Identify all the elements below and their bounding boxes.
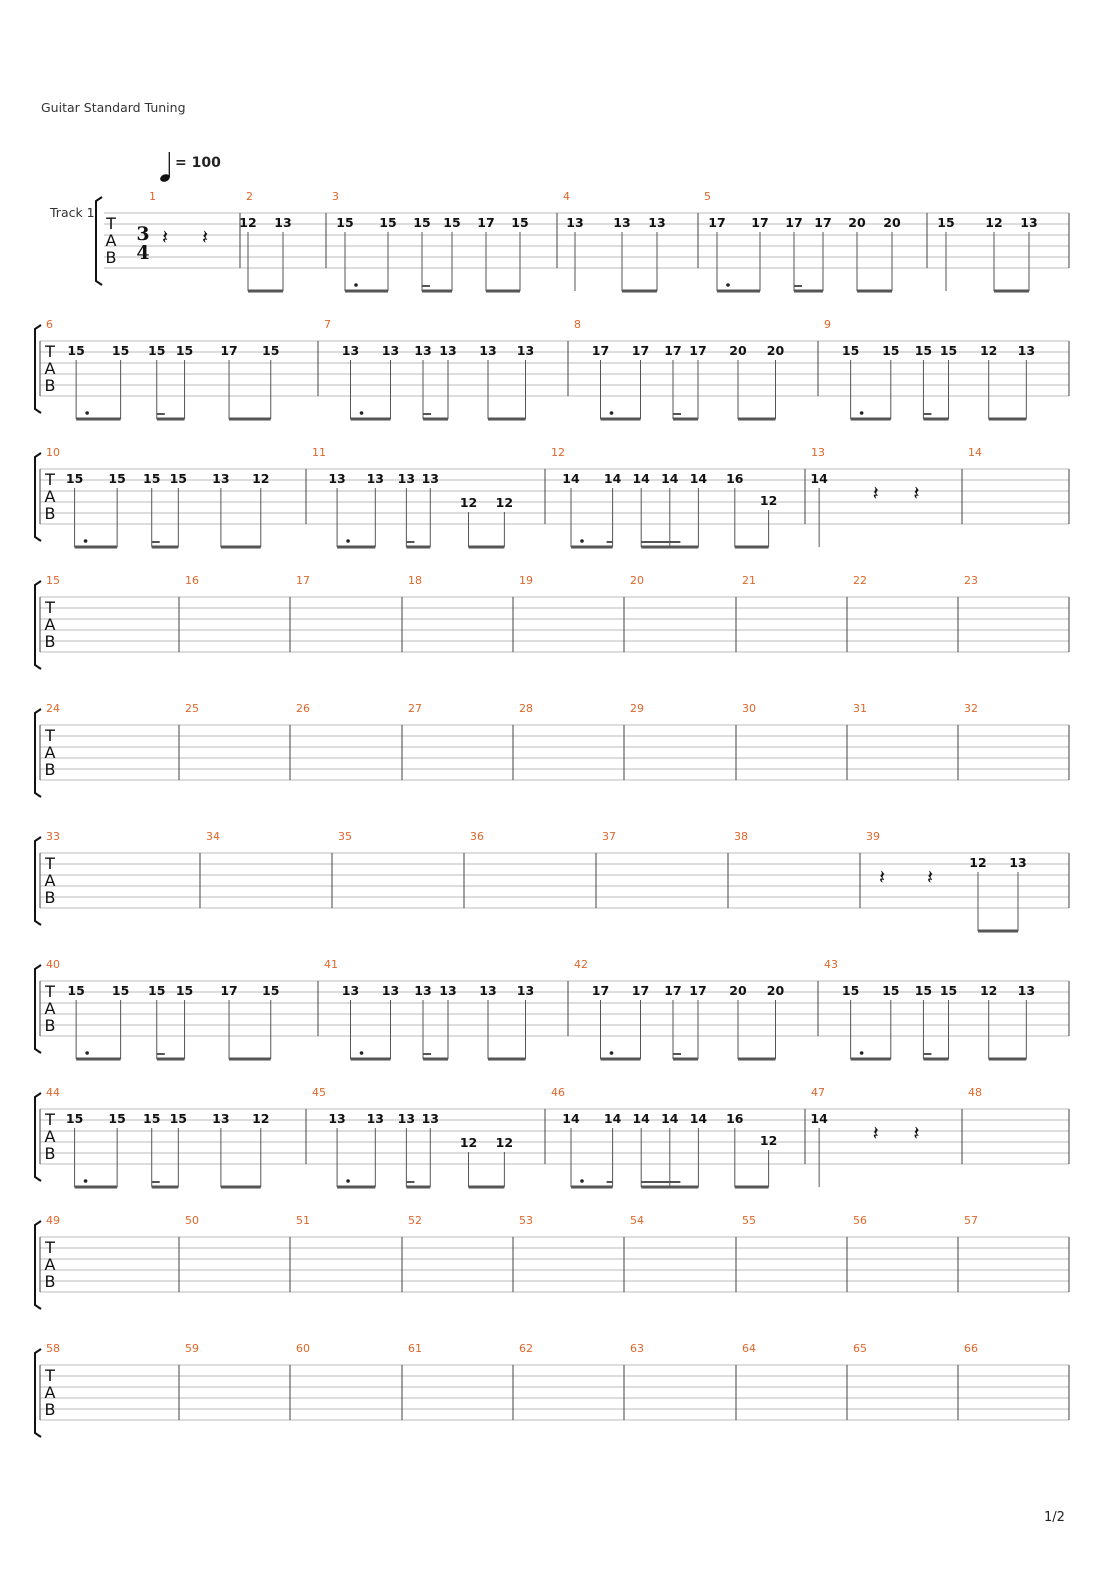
fret-number: 15 bbox=[67, 343, 85, 358]
tab-clef-letter: B bbox=[105, 248, 117, 267]
fret-number: 13 bbox=[479, 343, 497, 358]
fret-number: 15 bbox=[841, 983, 860, 998]
fret-number: 15 bbox=[914, 983, 933, 998]
fret-number: 13 bbox=[613, 215, 631, 230]
measure-number: 19 bbox=[519, 574, 533, 587]
fret-number: 15 bbox=[937, 215, 955, 230]
tab-system bbox=[35, 830, 1069, 931]
fret-number: 15 bbox=[413, 215, 431, 230]
fret-number: 13 bbox=[648, 215, 666, 230]
fret-number: 13 bbox=[341, 983, 360, 998]
tab-clef-letter: T bbox=[45, 854, 55, 873]
fret-number: 17 bbox=[689, 343, 707, 358]
fret-number: 14 bbox=[632, 471, 650, 486]
measure-number: 10 bbox=[46, 446, 60, 459]
fret-number: 17 bbox=[785, 215, 803, 230]
fret-number: 15 bbox=[336, 215, 354, 230]
dot bbox=[610, 411, 614, 415]
tab-clef-letter: A bbox=[44, 1255, 56, 1274]
fret-number: 13 bbox=[341, 343, 360, 358]
tab-clef-letter: T bbox=[106, 214, 116, 233]
measure-number: 64 bbox=[742, 1342, 756, 1355]
fret-number: 14 bbox=[603, 471, 622, 486]
fret-number: 17 bbox=[591, 983, 610, 998]
quarter-rest-icon: 𝄽 bbox=[161, 225, 169, 249]
dot bbox=[346, 539, 350, 543]
measure-number: 31 bbox=[853, 702, 867, 715]
measure-number: 56 bbox=[853, 1214, 867, 1227]
fret-number: 17 bbox=[708, 215, 726, 230]
tab-system bbox=[35, 574, 1069, 669]
measure-number: 41 bbox=[324, 958, 338, 971]
fret-number: 12 bbox=[252, 1111, 270, 1126]
fret-number: 13 bbox=[439, 983, 457, 998]
quarter-rest-icon: 𝄽 bbox=[201, 225, 209, 249]
measure-number: 2 bbox=[246, 190, 253, 203]
measure-number: 14 bbox=[968, 446, 982, 459]
measure-number: 40 bbox=[46, 958, 60, 971]
time-signature-top: 3 bbox=[136, 223, 150, 245]
track-name: Track 1 bbox=[50, 205, 95, 220]
measure-number: 32 bbox=[964, 702, 978, 715]
measure-number: 45 bbox=[312, 1086, 326, 1099]
quarter-note-icon bbox=[159, 152, 171, 183]
fret-number: 17 bbox=[591, 343, 610, 358]
measure-number: 65 bbox=[853, 1342, 867, 1355]
tab-system bbox=[35, 958, 1069, 1059]
quarter-rest-icon: 𝄽 bbox=[878, 865, 886, 889]
fret-number: 13 bbox=[328, 471, 346, 486]
tab-clef-letter: T bbox=[45, 598, 55, 617]
fret-number: 14 bbox=[562, 1111, 580, 1126]
fret-number: 13 bbox=[516, 983, 535, 998]
fret-number: 17 bbox=[664, 343, 682, 358]
tab-system bbox=[96, 190, 1069, 291]
fret-number: 13 bbox=[366, 1111, 385, 1126]
quarter-rest-icon: 𝄽 bbox=[872, 1121, 879, 1145]
fret-number: 13 bbox=[421, 1111, 439, 1126]
fret-number: 14 bbox=[810, 471, 828, 486]
system-bracket bbox=[96, 197, 102, 285]
fret-number: 17 bbox=[631, 343, 650, 358]
time-signature-bottom: 4 bbox=[136, 242, 150, 264]
measure-number: 24 bbox=[46, 702, 60, 715]
fret-number: 15 bbox=[262, 983, 280, 998]
dot bbox=[580, 1179, 584, 1183]
fret-number: 12 bbox=[985, 215, 1003, 230]
measure-number: 21 bbox=[742, 574, 756, 587]
dot bbox=[610, 1051, 614, 1055]
dot bbox=[360, 411, 364, 415]
fret-number: 14 bbox=[810, 1111, 828, 1126]
fret-number: 15 bbox=[511, 215, 529, 230]
tab-clef-letter: T bbox=[45, 1238, 55, 1257]
measure-number: 23 bbox=[964, 574, 978, 587]
tab-clef-letter: A bbox=[105, 231, 117, 250]
tab-clef-letter: B bbox=[44, 1144, 56, 1163]
fret-number: 15 bbox=[143, 471, 161, 486]
tab-clef-letter: A bbox=[44, 871, 56, 890]
measure-number: 13 bbox=[811, 446, 825, 459]
fret-number: 15 bbox=[169, 471, 188, 486]
fret-number: 17 bbox=[689, 983, 707, 998]
measure-number: 42 bbox=[574, 958, 588, 971]
tab-clef-letter: B bbox=[44, 760, 56, 779]
measure-number: 33 bbox=[46, 830, 60, 843]
measure-number: 46 bbox=[551, 1086, 565, 1099]
tab-system bbox=[35, 318, 1069, 419]
measure-number: 50 bbox=[185, 1214, 199, 1227]
fret-number: 16 bbox=[726, 1111, 744, 1126]
fret-number: 20 bbox=[766, 343, 785, 358]
quarter-rest-icon: 𝄽 bbox=[926, 865, 934, 889]
tab-clef-letter: T bbox=[45, 982, 55, 1001]
tab-clef-letter: T bbox=[45, 1366, 55, 1385]
fret-number: 17 bbox=[631, 983, 650, 998]
measure-number: 29 bbox=[630, 702, 644, 715]
fret-number: 15 bbox=[148, 983, 166, 998]
tab-clef-letter: A bbox=[44, 743, 56, 762]
fret-number: 14 bbox=[689, 471, 708, 486]
fret-number: 20 bbox=[729, 343, 747, 358]
tab-clef-letter: A bbox=[44, 487, 56, 506]
dot bbox=[85, 411, 89, 415]
fret-number: 14 bbox=[603, 1111, 622, 1126]
measure-number: 34 bbox=[206, 830, 220, 843]
tempo-marking: = 100 bbox=[175, 155, 221, 171]
measure-number: 63 bbox=[630, 1342, 644, 1355]
dot bbox=[84, 539, 88, 543]
tab-clef-letter: B bbox=[44, 1400, 56, 1419]
measure-number: 17 bbox=[296, 574, 310, 587]
fret-number: 13 bbox=[414, 343, 432, 358]
measure-number: 11 bbox=[312, 446, 326, 459]
fret-number: 15 bbox=[67, 983, 85, 998]
measure-number: 57 bbox=[964, 1214, 978, 1227]
measure-number: 52 bbox=[408, 1214, 422, 1227]
tab-clef-letter: A bbox=[44, 615, 56, 634]
measure-number: 44 bbox=[46, 1086, 60, 1099]
fret-number: 12 bbox=[239, 215, 257, 230]
measure-number: 6 bbox=[46, 318, 53, 331]
fret-number: 15 bbox=[939, 983, 958, 998]
fret-number: 14 bbox=[562, 471, 580, 486]
tab-system bbox=[35, 446, 1069, 547]
fret-number: 13 bbox=[566, 215, 584, 230]
fret-number: 13 bbox=[274, 215, 292, 230]
fret-number: 13 bbox=[516, 343, 535, 358]
tab-clef-letter: B bbox=[44, 632, 56, 651]
tab-clef-letter: B bbox=[44, 888, 56, 907]
measure-number: 27 bbox=[408, 702, 422, 715]
tab-clef-letter: T bbox=[45, 342, 55, 361]
dot bbox=[85, 1051, 89, 1055]
fret-number: 20 bbox=[729, 983, 747, 998]
tab-clef-letter: B bbox=[44, 504, 56, 523]
fret-number: 13 bbox=[397, 1111, 416, 1126]
fret-number: 13 bbox=[366, 471, 385, 486]
fret-number: 12 bbox=[252, 471, 270, 486]
fret-number: 14 bbox=[689, 1111, 708, 1126]
measure-number: 16 bbox=[185, 574, 199, 587]
dot bbox=[860, 1051, 864, 1055]
fret-number: 14 bbox=[632, 1111, 650, 1126]
tab-clef-letter: A bbox=[44, 999, 56, 1018]
fret-number: 15 bbox=[841, 343, 860, 358]
tab-clef-letter: T bbox=[45, 726, 55, 745]
measure-number: 43 bbox=[824, 958, 838, 971]
measure-number: 47 bbox=[811, 1086, 825, 1099]
measure-number: 8 bbox=[574, 318, 581, 331]
fret-number: 15 bbox=[379, 215, 397, 230]
fret-number: 15 bbox=[143, 1111, 161, 1126]
measure-number: 37 bbox=[602, 830, 616, 843]
fret-number: 20 bbox=[766, 983, 785, 998]
measure-number: 49 bbox=[46, 1214, 60, 1227]
fret-number: 15 bbox=[169, 1111, 188, 1126]
measure-number: 18 bbox=[408, 574, 422, 587]
fret-number: 17 bbox=[664, 983, 682, 998]
measure-number: 9 bbox=[824, 318, 831, 331]
page-number: 1/2 bbox=[1044, 1510, 1065, 1525]
measure-number: 1 bbox=[149, 190, 156, 203]
measure-number: 38 bbox=[734, 830, 748, 843]
fret-number: 15 bbox=[443, 215, 461, 230]
fret-number: 20 bbox=[883, 215, 901, 230]
fret-number: 17 bbox=[477, 215, 495, 230]
tab-system bbox=[35, 1342, 1069, 1437]
measure-number: 59 bbox=[185, 1342, 199, 1355]
measure-number: 54 bbox=[630, 1214, 644, 1227]
measure-number: 15 bbox=[46, 574, 60, 587]
fret-number: 17 bbox=[814, 215, 832, 230]
fret-number: 13 bbox=[1020, 215, 1038, 230]
measure-number: 20 bbox=[630, 574, 644, 587]
fret-number: 17 bbox=[220, 983, 238, 998]
dot bbox=[580, 539, 584, 543]
fret-number: 20 bbox=[848, 215, 866, 230]
dot bbox=[360, 1051, 364, 1055]
dot bbox=[84, 1179, 88, 1183]
fret-number: 12 bbox=[969, 855, 987, 870]
fret-number: 12 bbox=[759, 493, 778, 508]
measure-number: 39 bbox=[866, 830, 880, 843]
fret-number: 12 bbox=[495, 1135, 514, 1150]
tab-clef-letter: T bbox=[45, 1110, 55, 1129]
fret-number: 17 bbox=[220, 343, 238, 358]
measure-number: 35 bbox=[338, 830, 352, 843]
fret-number: 13 bbox=[421, 471, 439, 486]
fret-number: 12 bbox=[459, 1135, 478, 1150]
measure-number: 3 bbox=[332, 190, 339, 203]
fret-number: 17 bbox=[751, 215, 769, 230]
fret-number: 12 bbox=[759, 1133, 778, 1148]
fret-number: 15 bbox=[175, 343, 194, 358]
measure-number: 25 bbox=[185, 702, 199, 715]
measure-number: 12 bbox=[551, 446, 565, 459]
fret-number: 14 bbox=[661, 471, 679, 486]
measure-number: 62 bbox=[519, 1342, 533, 1355]
fret-number: 15 bbox=[882, 343, 900, 358]
fret-number: 12 bbox=[495, 495, 514, 510]
fret-number: 15 bbox=[65, 471, 84, 486]
fret-number: 15 bbox=[111, 343, 130, 358]
fret-number: 13 bbox=[1017, 983, 1036, 998]
fret-number: 13 bbox=[439, 343, 457, 358]
dot bbox=[726, 283, 730, 287]
dot bbox=[354, 283, 358, 287]
fret-number: 13 bbox=[1017, 343, 1036, 358]
measure-number: 60 bbox=[296, 1342, 310, 1355]
fret-number: 13 bbox=[397, 471, 416, 486]
measure-number: 26 bbox=[296, 702, 310, 715]
tab-clef-letter: B bbox=[44, 376, 56, 395]
tab-clef-letter: B bbox=[44, 1016, 56, 1035]
fret-number: 14 bbox=[661, 1111, 679, 1126]
fret-number: 12 bbox=[979, 343, 998, 358]
tab-clef-letter: T bbox=[45, 470, 55, 489]
tab-clef-letter: A bbox=[44, 1127, 56, 1146]
tab-clef-letter: B bbox=[44, 1272, 56, 1291]
measure-number: 5 bbox=[704, 190, 711, 203]
fret-number: 13 bbox=[212, 1111, 230, 1126]
fret-number: 13 bbox=[414, 983, 432, 998]
tab-clef-letter: A bbox=[44, 359, 56, 378]
measure-number: 61 bbox=[408, 1342, 422, 1355]
measure-number: 22 bbox=[853, 574, 867, 587]
measure-number: 36 bbox=[470, 830, 484, 843]
fret-number: 13 bbox=[1009, 855, 1027, 870]
fret-number: 15 bbox=[65, 1111, 84, 1126]
fret-number: 15 bbox=[882, 983, 900, 998]
fret-number: 15 bbox=[914, 343, 933, 358]
fret-number: 15 bbox=[111, 983, 130, 998]
measure-number: 7 bbox=[324, 318, 331, 331]
fret-number: 13 bbox=[328, 1111, 346, 1126]
fret-number: 13 bbox=[479, 983, 497, 998]
fret-number: 16 bbox=[726, 471, 744, 486]
quarter-rest-icon: 𝄽 bbox=[913, 481, 920, 505]
fret-number: 15 bbox=[108, 471, 126, 486]
fret-number: 15 bbox=[262, 343, 280, 358]
dot bbox=[860, 411, 864, 415]
quarter-rest-icon: 𝄽 bbox=[913, 1121, 920, 1145]
fret-number: 15 bbox=[175, 983, 194, 998]
tuning-label: Guitar Standard Tuning bbox=[41, 100, 186, 115]
measure-number: 58 bbox=[46, 1342, 60, 1355]
measure-number: 48 bbox=[968, 1086, 982, 1099]
tab-system bbox=[35, 702, 1069, 797]
fret-number: 13 bbox=[381, 983, 400, 998]
fret-number: 13 bbox=[212, 471, 230, 486]
measure-number: 4 bbox=[563, 190, 570, 203]
fret-number: 15 bbox=[148, 343, 166, 358]
measure-number: 51 bbox=[296, 1214, 310, 1227]
measure-number: 55 bbox=[742, 1214, 756, 1227]
measure-number: 30 bbox=[742, 702, 756, 715]
tab-system bbox=[35, 1214, 1069, 1309]
tab-system bbox=[35, 1086, 1069, 1187]
dot bbox=[346, 1179, 350, 1183]
fret-number: 13 bbox=[381, 343, 400, 358]
fret-number: 12 bbox=[979, 983, 998, 998]
tab-clef-letter: A bbox=[44, 1383, 56, 1402]
measure-number: 28 bbox=[519, 702, 533, 715]
fret-number: 15 bbox=[939, 343, 958, 358]
quarter-rest-icon: 𝄽 bbox=[872, 481, 879, 505]
measure-number: 53 bbox=[519, 1214, 533, 1227]
fret-number: 15 bbox=[108, 1111, 126, 1126]
measure-number: 66 bbox=[964, 1342, 978, 1355]
fret-number: 12 bbox=[459, 495, 478, 510]
